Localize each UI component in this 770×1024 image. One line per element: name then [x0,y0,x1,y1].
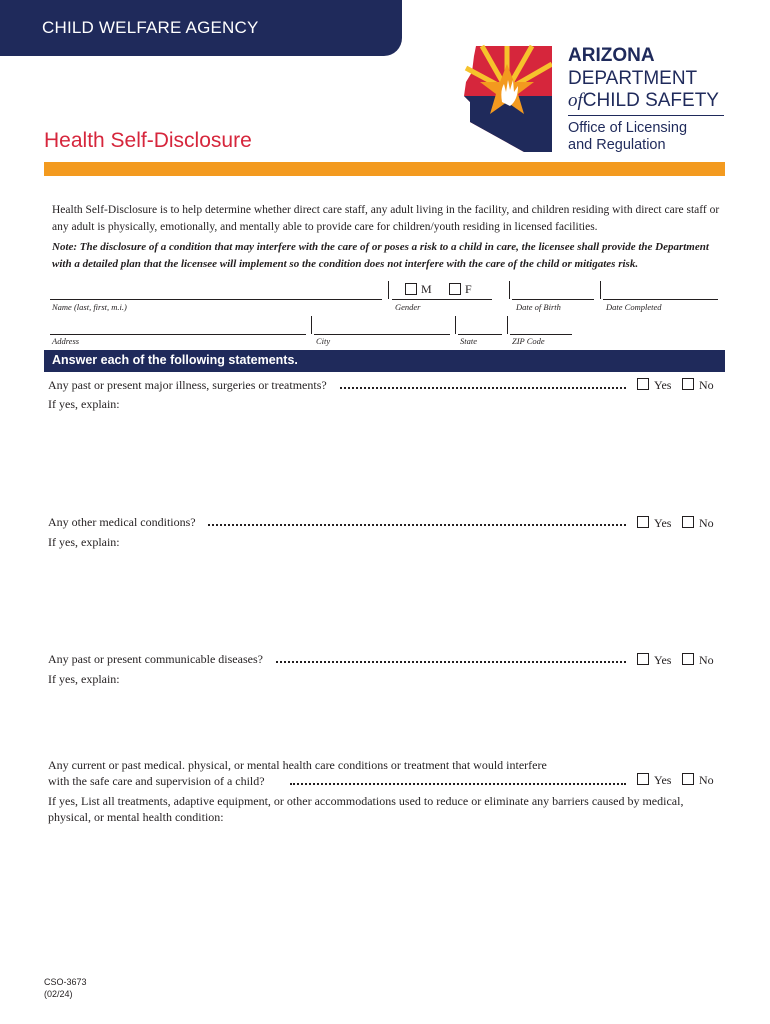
question-4-text-line1: Any current or past medical. physical, or mental health care conditions or treatment that would interfere [48,758,547,772]
city-label: City [316,336,331,346]
intro-text: Health Self-Disclosure is to help determine whether direct care staff, any adult living in the facility, and children residing with direct care staff or any adult is physically, emotionally, and mentally able to provide care for children/youth residing in licensed facilities. [52,204,720,233]
name-label: Name (last, first, m.i.) [52,302,127,312]
question-4-followup: If yes, List all treatments, adaptive equipment, or other accommodations used to reduce or eliminate any barriers caused by medical, physical, or mental health condition: [48,794,684,824]
question-3-text: Any past or present communicable diseases? [48,652,263,666]
logo-of: of [568,90,583,111]
question-1-no-label: No [699,378,714,392]
field-divider [600,281,601,299]
gender-f-label: F [465,282,472,296]
question-2-followup: If yes, explain: [48,535,120,549]
form-revision: (02/24) [44,989,73,999]
address-field[interactable] [50,334,306,335]
logo-office-line2: and Regulation [568,137,666,153]
dob-field[interactable] [512,299,594,300]
state-label: State [460,336,477,346]
field-divider [388,281,389,299]
dob-label: Date of Birth [516,302,561,312]
question-1-text: Any past or present major illness, surgeries or treatments? [48,378,327,392]
logo-child-safety [568,90,719,112]
section-heading: Answer each of the following statements. [52,353,298,367]
form-number: CSO-3673 [44,977,87,987]
city-field[interactable] [314,334,450,335]
gender-m-label: M [421,282,432,296]
zip-field[interactable] [510,334,572,335]
leader-dots [208,524,626,526]
question-3-no-label: No [699,653,714,667]
gender-label: Gender [395,302,421,312]
arizona-dcs-logo-icon [462,42,552,154]
leader-dots [276,661,626,663]
field-divider [509,281,510,299]
header-divider [44,162,725,176]
agency-name: CHILD WELFARE AGENCY [42,18,259,37]
form-code [44,976,87,1000]
leader-dots [290,783,626,785]
question-1-yes-label: Yes [654,378,672,392]
question-2-no-checkbox[interactable] [682,516,694,528]
form-title: Health Self-Disclosure [44,129,252,152]
state-field[interactable] [458,334,502,335]
question-1-followup: If yes, explain: [48,397,120,411]
leader-dots [340,387,626,389]
question-3-yes-checkbox[interactable] [637,653,649,665]
question-4-yes-label: Yes [654,773,672,787]
question-2-yes-label: Yes [654,516,672,530]
question-4-no-checkbox[interactable] [682,773,694,785]
field-divider [507,316,508,334]
logo-divider [568,115,724,116]
question-3-followup: If yes, explain: [48,672,120,686]
question-1-yes-checkbox[interactable] [637,378,649,390]
question-4-yes-checkbox[interactable] [637,773,649,785]
logo-arizona: ARIZONA [568,45,655,66]
question-2-yes-checkbox[interactable] [637,516,649,528]
question-1-no-checkbox[interactable] [682,378,694,390]
question-3-yes-label: Yes [654,653,672,667]
question-3-no-checkbox[interactable] [682,653,694,665]
question-2-text: Any other medical conditions? [48,515,196,529]
question-4-text-line2: with the safe care and supervision of a child? [48,774,265,788]
address-label: Address [52,336,80,346]
logo-office-line1: Office of Licensing [568,120,688,136]
field-divider [311,316,312,334]
logo-office [568,120,687,154]
question-4-no-label: No [699,773,714,787]
zip-label: ZIP Code [512,336,545,346]
date-completed-field[interactable] [603,299,718,300]
question-2-no-label: No [699,516,714,530]
logo-department: DEPARTMENT [568,68,698,89]
date-completed-label: Date Completed [606,302,662,312]
intro-note: Note: The disclosure of a condition that may interfere with the care of or poses a risk to a child in care, the licensee shall provide the Department with a detailed plan that the licensee will implement so the condition does not interfere with the care of the child or mitigates risk. [52,241,709,270]
logo-child-safety-text: CHILD SAFETY [582,90,719,111]
field-divider [455,316,456,334]
gender-f-checkbox[interactable] [449,283,461,295]
name-field[interactable] [50,299,382,300]
gender-m-checkbox[interactable] [405,283,417,295]
gender-field [392,299,492,300]
